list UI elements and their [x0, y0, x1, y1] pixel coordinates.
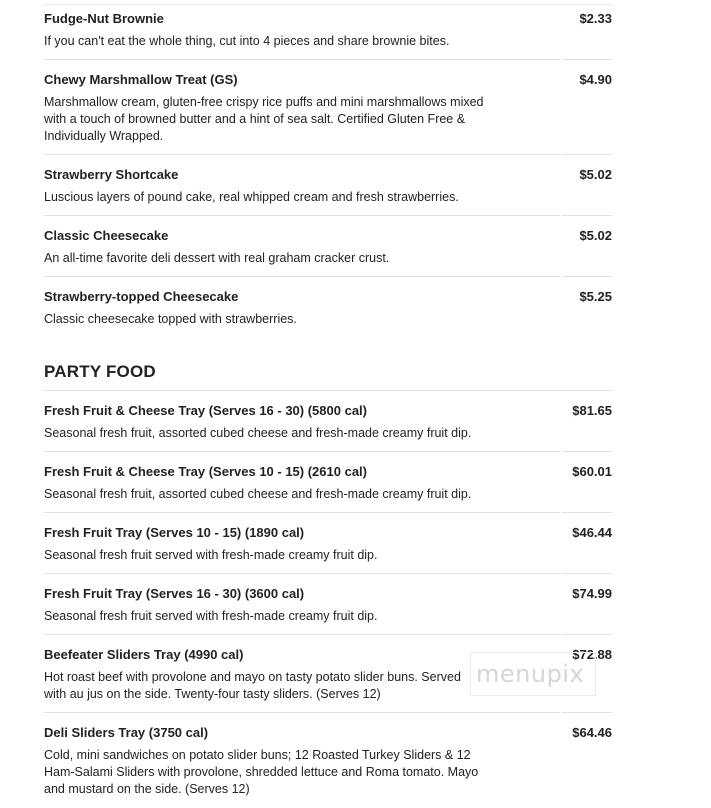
- item-description: Cold, mini sandwiches on potato slider buns; 12 Roasted Turkey Sliders & 12 Ham-Salami Sliders with provolone, shredded lettuce and Roma tomato. Mayo and mustard on the side. (Serves 12): [44, 748, 479, 796]
- item-description: Marshmallow cream, gluten-free crispy rice puffs and mini marshmallows mixed with a touch of browned butter and a hint of sea salt. Certified Gluten Free & Individually Wrapped.: [44, 95, 484, 143]
- item-name: Fresh Fruit & Cheese Tray (Serves 10 - 15) (2610 cal): [44, 464, 367, 479]
- item-name: Strawberry-topped Cheesecake: [44, 289, 239, 304]
- item-name: Deli Sliders Tray (3750 cal): [44, 725, 209, 740]
- item-description: Classic cheesecake topped with strawberries.: [44, 312, 297, 326]
- menu-item: [44, 216, 612, 277]
- item-description: Hot roast beef with provolone and mayo on tasty potato slider buns. Served with au jus on the side. Twenty-four tasty sliders. (Serves 12): [44, 670, 461, 701]
- menu-item: [44, 713, 612, 808]
- item-name: Fresh Fruit Tray (Serves 10 - 15) (1890 cal): [44, 525, 305, 540]
- item-name: Fresh Fruit Tray (Serves 16 - 30) (3600 cal): [44, 586, 305, 601]
- item-price: $64.46: [572, 725, 612, 740]
- item-name: Strawberry Shortcake: [44, 167, 179, 182]
- item-description: Seasonal fresh fruit served with fresh-made creamy fruit dip.: [44, 548, 378, 562]
- menu-item: [44, 0, 612, 60]
- watermark-logo: menupix: [476, 660, 585, 688]
- item-price: $5.25: [579, 289, 612, 304]
- item-description: Seasonal fresh fruit, assorted cubed cheese and fresh-made creamy fruit dip.: [44, 487, 472, 501]
- item-description: Luscious layers of pound cake, real whipped cream and fresh strawberries.: [44, 190, 459, 204]
- item-price: $5.02: [579, 228, 612, 243]
- item-price: $81.65: [572, 403, 612, 418]
- section-title: PARTY FOOD: [44, 362, 156, 381]
- item-price: $60.01: [572, 464, 612, 479]
- section-desserts: [0, 0, 711, 338]
- menu-item: [44, 390, 612, 452]
- item-description: Seasonal fresh fruit, assorted cubed cheese and fresh-made creamy fruit dip.: [44, 426, 472, 440]
- item-name: Fresh Fruit & Cheese Tray (Serves 16 - 30) (5800 cal): [44, 403, 367, 418]
- menu-item: [44, 277, 612, 338]
- item-price: $4.90: [579, 72, 612, 87]
- item-name: Chewy Marshmallow Treat (GS): [44, 72, 238, 87]
- item-description: Seasonal fresh fruit served with fresh-made creamy fruit dip.: [44, 609, 378, 623]
- menu-item: [44, 155, 612, 216]
- item-price: $72.88: [572, 647, 612, 662]
- item-price: $46.44: [572, 525, 612, 540]
- item-name: Fudge-Nut Brownie: [44, 11, 164, 26]
- menu-item: [44, 60, 612, 155]
- item-name: Classic Cheesecake: [44, 228, 169, 243]
- item-description: An all-time favorite deli dessert with real graham cracker crust.: [44, 251, 390, 265]
- item-price: $5.02: [579, 167, 612, 182]
- section-party-food: [0, 338, 711, 808]
- menu-item: [44, 574, 612, 635]
- item-price: $2.33: [579, 11, 612, 26]
- item-name: Beefeater Sliders Tray (4990 cal): [44, 647, 244, 662]
- item-description: If you can't eat the whole thing, cut into 4 pieces and share brownie bites.: [44, 34, 450, 48]
- menu-item: [44, 452, 612, 513]
- item-price: $74.99: [572, 586, 612, 601]
- menu-item: [44, 513, 612, 574]
